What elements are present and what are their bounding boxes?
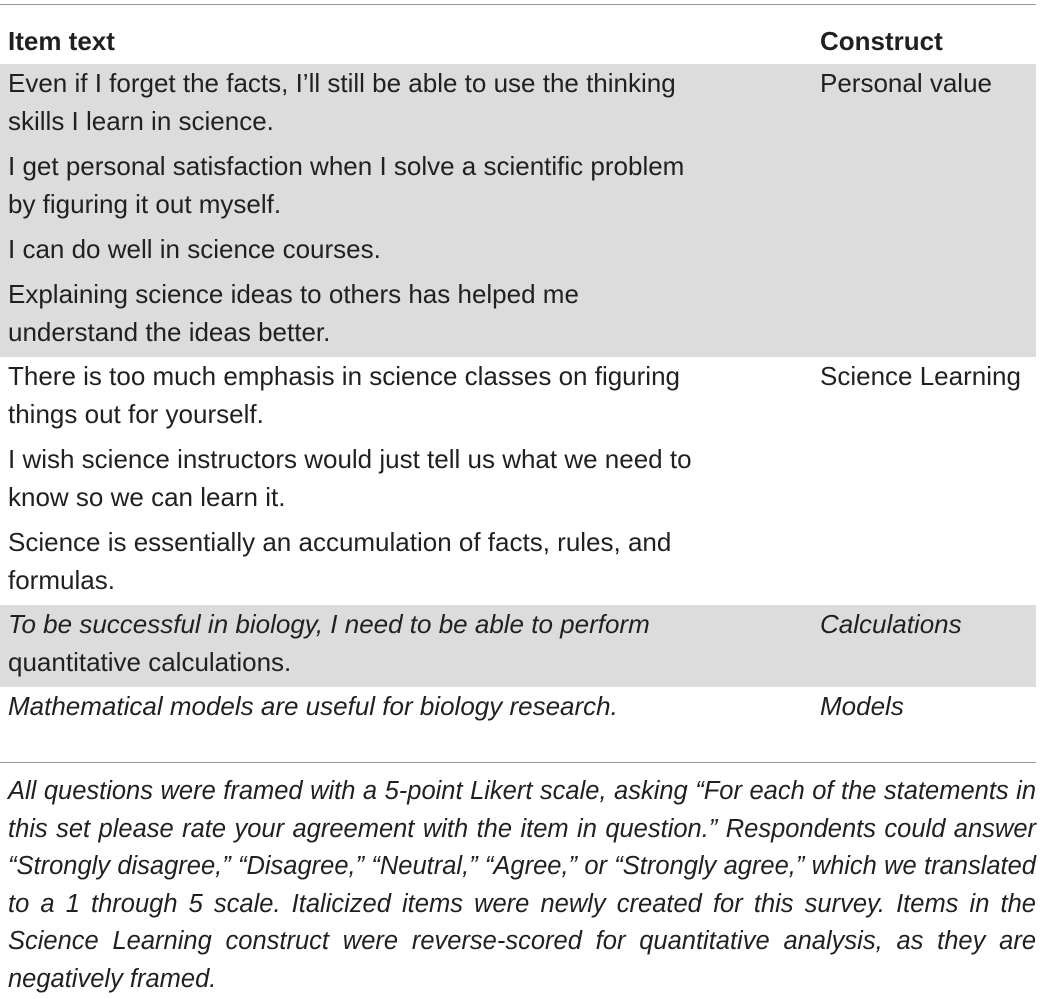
- item-text: I get personal satisfaction when I solve a scientific problem by figuring it out myself.: [8, 151, 685, 219]
- construct-cell: [812, 605, 1036, 687]
- top-rule: [0, 4, 1036, 5]
- group-models: [0, 687, 1036, 731]
- item-text: Science is essentially an accumulation of facts, rules, and formulas.: [8, 527, 672, 595]
- item-text-regular-part: quantitative calculations.: [8, 647, 292, 677]
- construct-label: Models: [820, 691, 904, 721]
- item-cell: [0, 605, 812, 687]
- header-item-text: Item text: [8, 26, 115, 56]
- item-cell: [0, 687, 812, 731]
- construct-label: Science Learning: [820, 361, 1021, 391]
- construct-label: Calculations: [820, 609, 962, 639]
- header-row: [0, 20, 1036, 64]
- construct-cell: [812, 64, 1036, 357]
- survey-items-table: [0, 20, 1036, 731]
- item-text: [8, 605, 698, 687]
- group-science-learning: [0, 357, 1036, 605]
- item-cell: [0, 64, 812, 357]
- table-row: [0, 357, 1036, 605]
- table-row: [0, 605, 1036, 687]
- construct-label: Personal value: [820, 68, 992, 98]
- group-calculations: [0, 605, 1036, 687]
- item-text: I wish science instructors would just tell us what we need to know so we can learn it.: [8, 444, 692, 512]
- item-text: Even if I forget the facts, I’ll still be able to use the thinking skills I learn in science.: [8, 68, 676, 136]
- table-footnote: All questions were framed with a 5-point Likert scale, asking “For each of the statements in this set please rate your agreement with the item in question.” Respondents could answer “Strongly disagree,” “Disagree,” “Neutral,” “Agree,” or “Strongly agree,” which we translated to a 1 through 5 scale. Italicized items were newly created for this survey. Items in the Science Learning construct were reverse-scored for quantitative analysis, as they are negatively framed.: [8, 777, 1036, 993]
- construct-cell: [812, 357, 1036, 605]
- bottom-rule: [0, 762, 1036, 763]
- table-row: [0, 687, 1036, 731]
- item-text: Mathematical models are useful for biology research.: [8, 691, 618, 721]
- table-row: [0, 64, 1036, 357]
- item-text: I can do well in science courses.: [8, 234, 381, 264]
- item-cell: [0, 357, 812, 605]
- header-construct: Construct: [820, 26, 943, 56]
- group-personal-value: [0, 64, 1036, 357]
- item-text: There is too much emphasis in science classes on figuring things out for yourself.: [8, 361, 680, 429]
- item-text-italic-part: To be successful in biology, I need to be able to perform: [8, 609, 650, 639]
- item-text: Explaining science ideas to others has helped me understand the ideas better.: [8, 279, 579, 347]
- construct-cell: [812, 687, 1036, 731]
